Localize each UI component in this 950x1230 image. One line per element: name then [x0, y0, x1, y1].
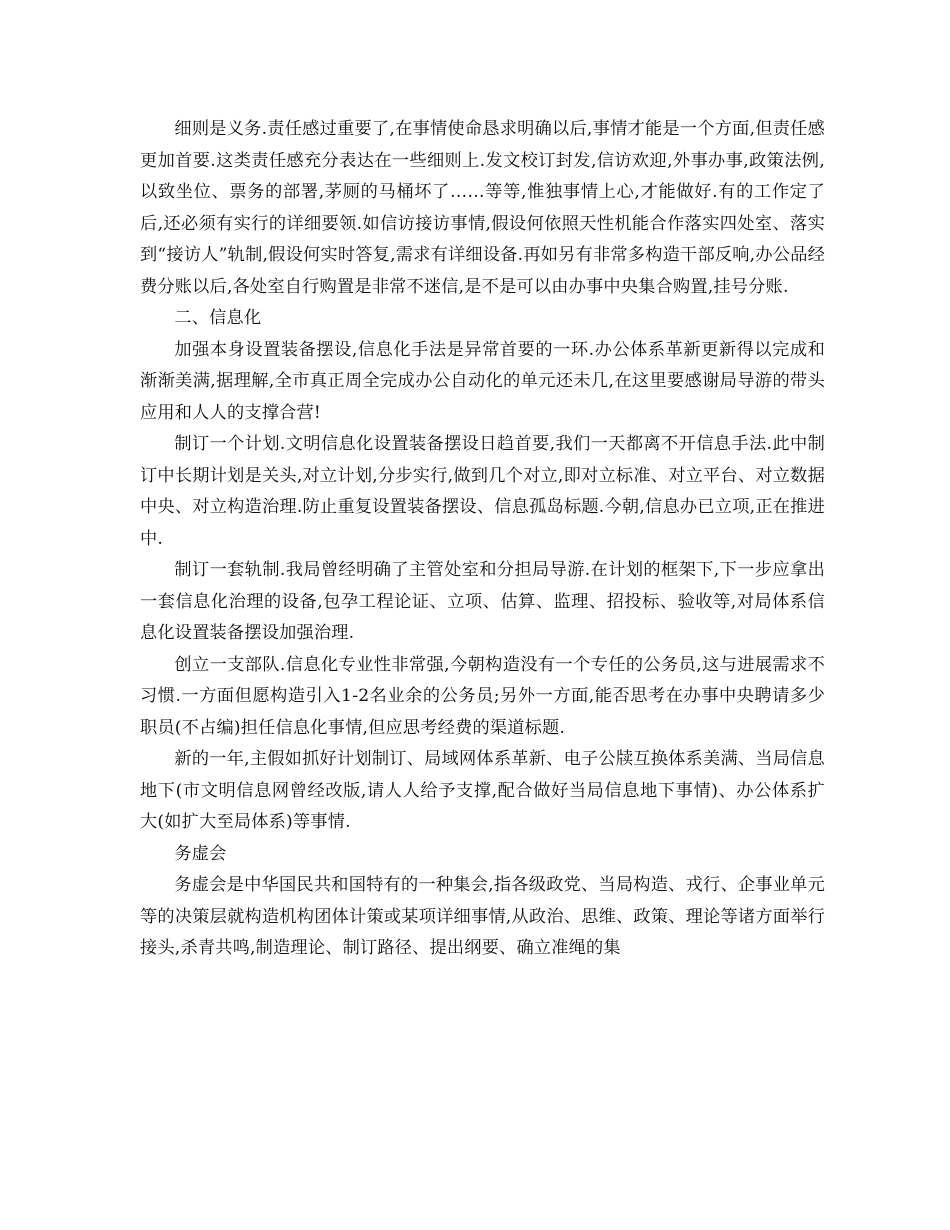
paragraph-team: 创立一支部队.信息化专业性非常强,今朝构造没有一个专任的公务员,这与进展需求不习惯.一方面但愿构造引入1-2名业余的公务员;另外一方面,能否思考在办事中央聘请多少职员(不占编)担任信息化事情,但应思考经费的渠道标题. [140, 654, 825, 738]
paragraph-plan: 制订一个计划.文明信息化设置装备摆设日趋首要,我们一天都离不开信息手法.此中制订中长期计划是关头,对立计划,分步实行,做到几个对立,即对立标准、对立平台、对立数据中央、对立构造治理.防止重复设置装备摆设、信息孤岛标题.今朝,信息办已立项,正在推进中. [140, 434, 825, 549]
paragraph-new-year: 新的一年,主假如抓好计划制订、局域网体系革新、电子公牍互换体系美满、当局信息地下(市文明信息网曾经改版,请人人给予支撑,配合做好当局信息地下事情)、办公体系扩大(如扩大至局体系)等事情. [140, 749, 825, 832]
paragraph-rules: 制订一套轨制.我局曾经明确了主管处室和分担局导游.在计划的框架下,下一步应拿出一套信息化治理的设备,包孕工程论证、立项、估算、监理、招投标、验收等,对局体系信息化设置装备摆设加强治理. [140, 560, 825, 643]
paragraph-wuxuhui-definition: 务虚会是中华国民共和国特有的一种集会,指各级政党、当局构造、戎行、企事业单元等的决策层就构造机构团体计策或某项详细事情,从政治、思维、政策、理论等诸方面举行接头,杀青共鸣,制造理论、制订路径、提出纲要、确立准绳的集 [140, 875, 825, 958]
paragraph-responsibility: 细则是义务.责任感过重要了,在事情使命恳求明确以后,事情才能是一个方面,但责任感更加首要.这类责任感充分表达在一些细则上.发文校订封发,信访欢迎,外事办事,政策法例,以致坐位、票务的部署,茅厕的马桶坏了……等等,惟独事情上心,才能做好.有的工作定了后,还必须有实行的详细要领.如信访接访事情,假设何依照天性机能合作落实四处室、落实到“接访人”轨制,假设何实时答复,需求有详细设备.再如另有非常多构造干部反响,办公品经费分账以后,各处室自行购置是非常不迷信,是不是可以由办事中央集合购置,挂号分账. [140, 119, 825, 297]
section-heading-informatization: 二、信息化 [174, 308, 262, 328]
section-heading-wuxuhui: 务虚会 [174, 843, 227, 864]
paragraph-self-building: 加强本身设置装备摆设,信息化手法是异常首要的一环.办公体系革新更新得以完成和渐渐美满,据理解,全市真正周全完成办公自动化的单元还未几,在这里要感谢局导游的带头应用和人人的支撑合营! [140, 339, 825, 423]
document-body [140, 114, 825, 965]
